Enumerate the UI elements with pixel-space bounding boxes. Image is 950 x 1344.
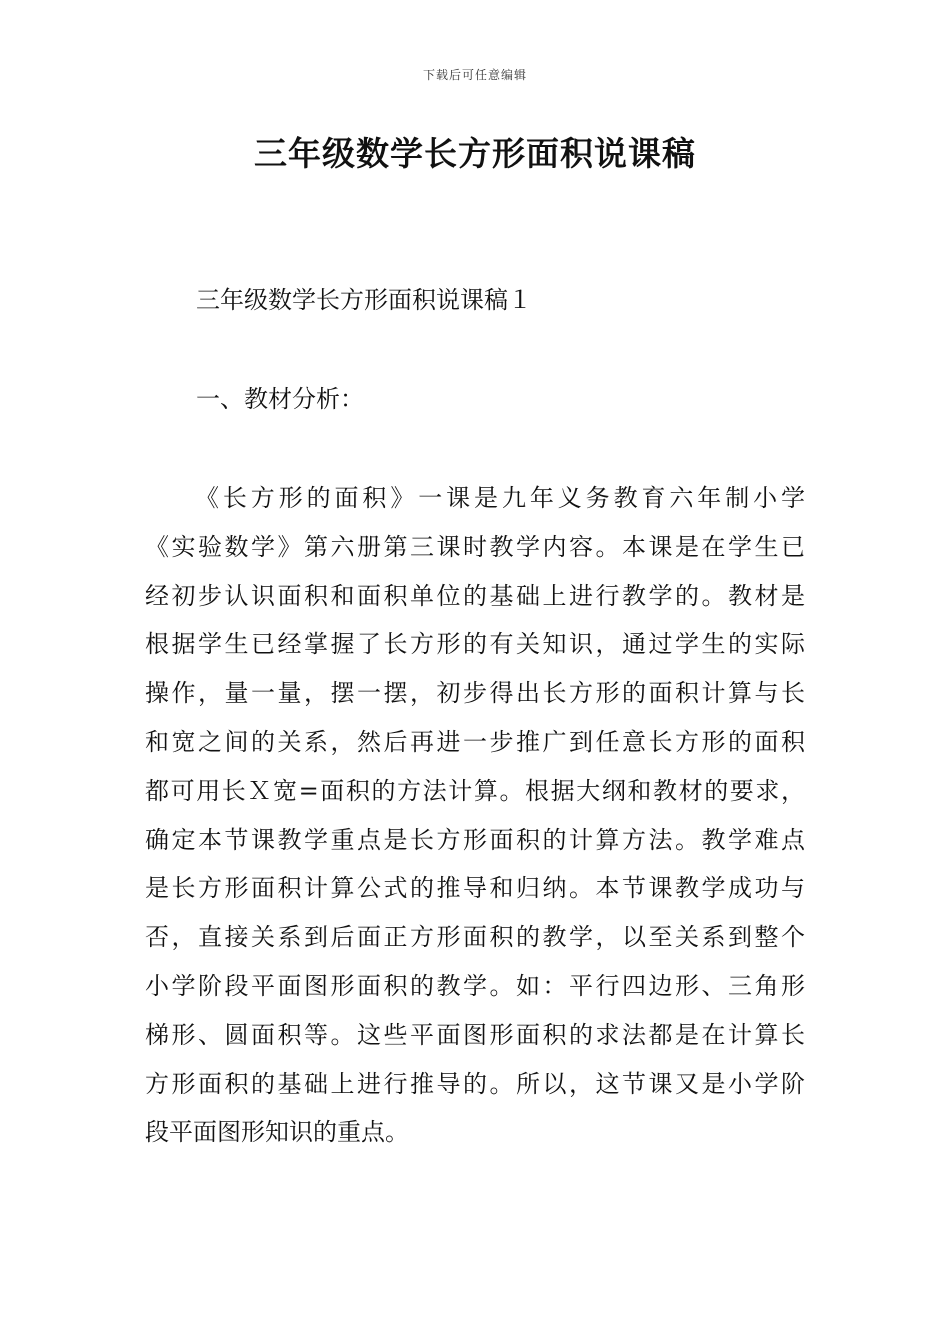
body-paragraph	[145, 480, 805, 1163]
document-title: 三年级数学长方形面积说课稿	[254, 134, 696, 173]
paragraph-line: 和宽之间的关系，然后再进一步推广到任意长方形的面积	[145, 727, 805, 756]
paragraph-line: 操作，量一量，摆一摆，初步得出长方形的面积计算与长	[145, 679, 805, 708]
document-subtitle: 三年级数学长方形面积说课稿１	[196, 286, 532, 314]
paragraph-line: 段平面图形知识的重点。	[145, 1118, 409, 1147]
paragraph-line: 是长方形面积计算公式的推导和归纳。本节课教学成功与	[145, 874, 805, 903]
header-note: 下载后可任意编辑	[422, 68, 527, 82]
paragraph-line: 方形面积的基础上进行推导的。所以，这节课又是小学阶	[145, 1069, 805, 1098]
paragraph-line: 《长方形的面积》一课是九年义务教育六年制小学	[195, 484, 805, 512]
paragraph-line: 梯形、圆面积等。这些平面图形面积的求法都是在计算长	[145, 1020, 805, 1049]
paragraph-line: 否，直接关系到后面正方形面积的教学，以至关系到整个	[145, 923, 805, 952]
paragraph-line: 经初步认识面积和面积单位的基础上进行教学的。教材是	[145, 581, 805, 610]
paragraph-line: 小学阶段平面图形面积的教学。如：平行四边形、三角形	[145, 971, 805, 1000]
paragraph-line: 确定本节课教学重点是长方形面积的计算方法。教学难点	[145, 825, 805, 854]
paragraph-line: 《实验数学》第六册第三课时教学内容。本课是在学生已	[145, 532, 805, 561]
section-heading: 一、教材分析：	[196, 385, 364, 413]
paragraph-line: 根据学生已经掌握了长方形的有关知识，通过学生的实际	[145, 630, 805, 659]
paragraph-line: 都可用长Ｘ宽=面积的方法计算。根据大纲和教材的要求，	[145, 776, 805, 805]
